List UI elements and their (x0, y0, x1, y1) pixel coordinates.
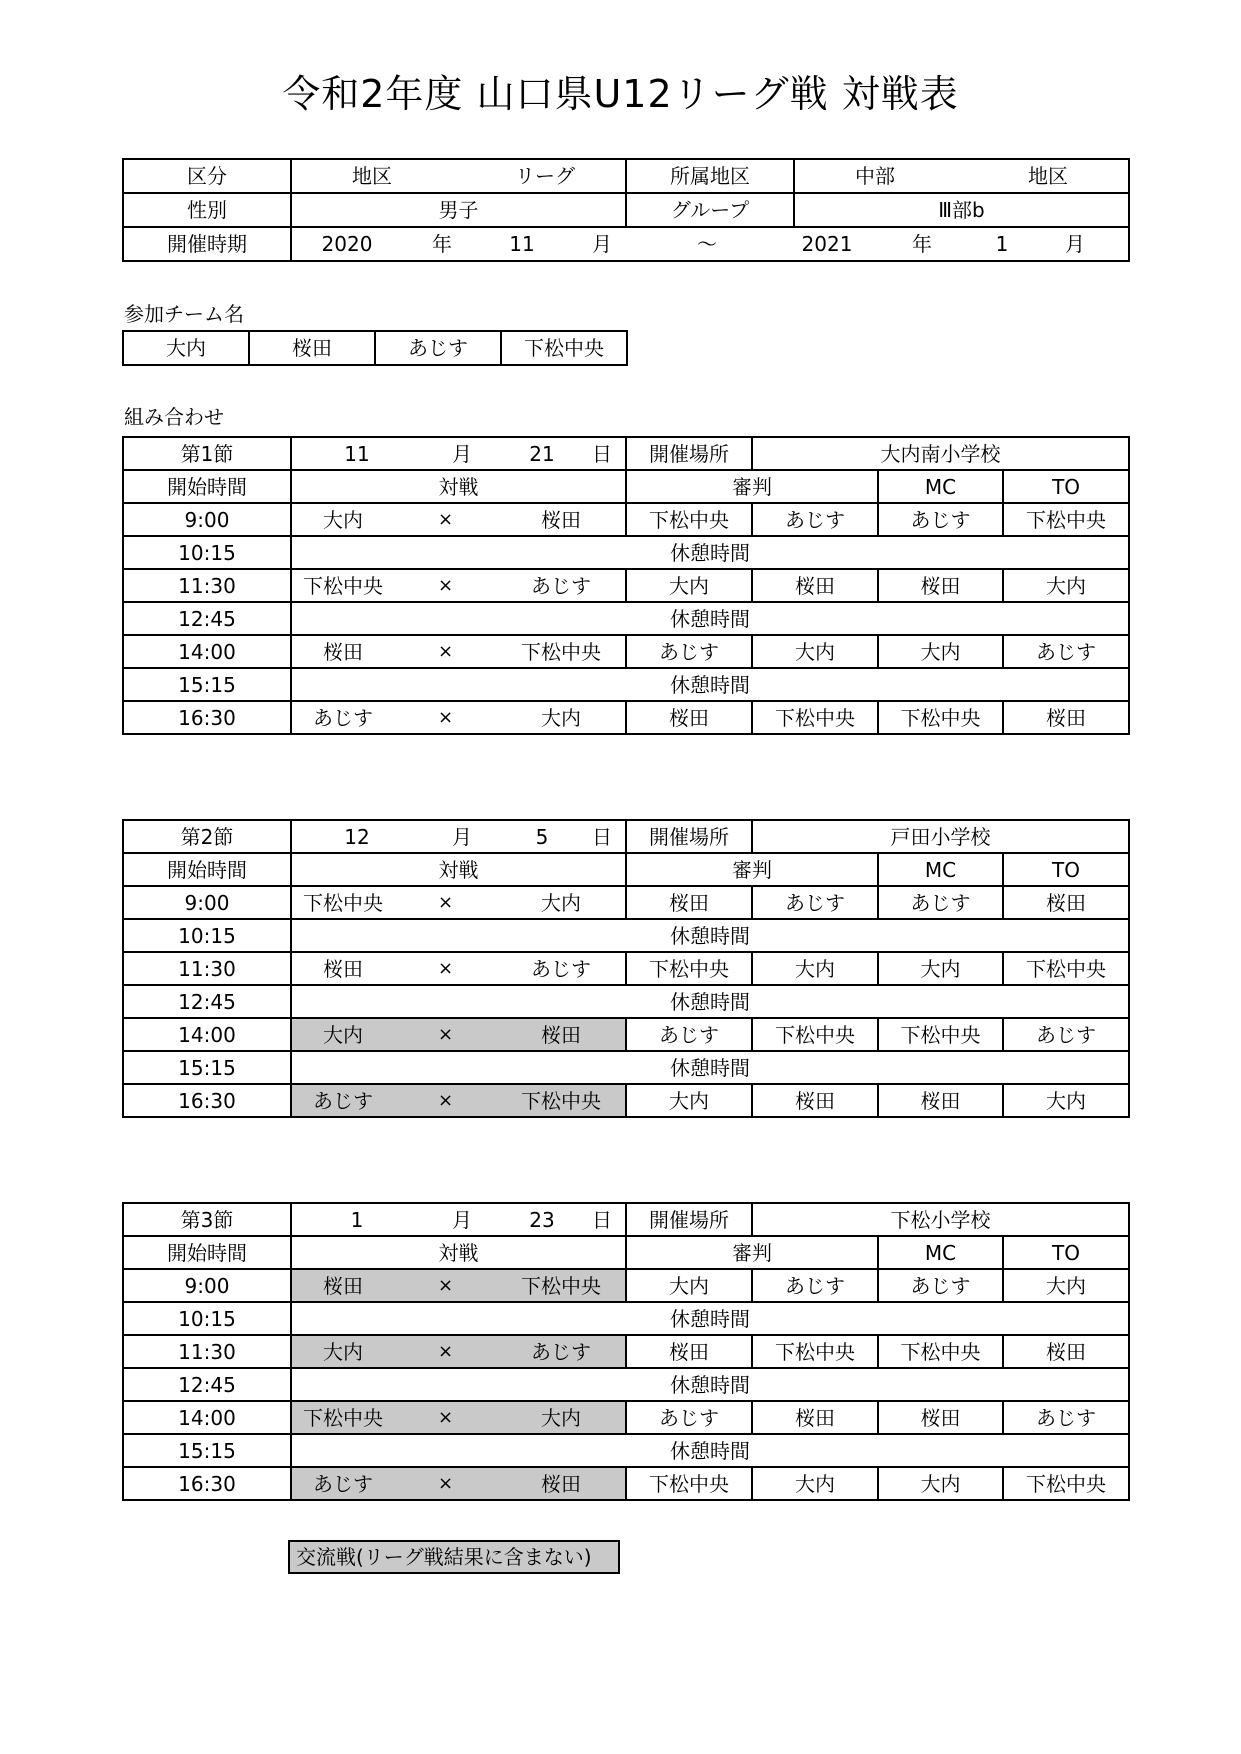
venue-label: 開催場所 (626, 820, 752, 853)
round-table (122, 819, 1130, 1118)
break-row (123, 1051, 1129, 1084)
affiliation-value: 中部 (855, 164, 895, 188)
referee-1: 下松中央 (626, 503, 752, 536)
venue-label: 開催場所 (626, 1203, 752, 1236)
home-team: 大内 (291, 1018, 394, 1051)
team-cell: 桜田 (249, 331, 375, 365)
break-time: 15:15 (123, 668, 291, 701)
home-team: 大内 (291, 503, 394, 536)
match-row (123, 952, 1129, 985)
break-label: 休憩時間 (291, 536, 1129, 569)
to-team: 桜田 (1003, 1335, 1129, 1368)
away-team: 桜田 (497, 1467, 626, 1500)
to-team: 下松中央 (1003, 952, 1129, 985)
to-header: TO (1003, 1236, 1129, 1269)
away-team: 下松中央 (497, 635, 626, 668)
round-date (291, 437, 626, 470)
vs-mark: × (394, 1084, 497, 1117)
vs-mark: × (394, 1269, 497, 1302)
referee-2: 下松中央 (752, 1018, 878, 1051)
mc-team: 大内 (878, 635, 1003, 668)
pairing-heading: 組み合わせ (124, 405, 224, 429)
referee-1: 下松中央 (626, 952, 752, 985)
referee-1: 大内 (626, 1269, 752, 1302)
referee-2: あじす (752, 1269, 878, 1302)
to-team: 下松中央 (1003, 1467, 1129, 1500)
break-time: 10:15 (123, 536, 291, 569)
time-header: 開始時間 (123, 853, 291, 886)
mc-header: MC (878, 470, 1003, 503)
period-value-cell (291, 227, 1129, 261)
match-time: 16:30 (123, 1467, 291, 1500)
round-month: 11 (344, 441, 370, 466)
break-time: 10:15 (123, 1302, 291, 1335)
vs-mark: × (394, 569, 497, 602)
referee-2: 桜田 (752, 1401, 878, 1434)
vs-mark: × (394, 1018, 497, 1051)
match-row (123, 503, 1129, 536)
time-header: 開始時間 (123, 1236, 291, 1269)
referee-1: 大内 (626, 569, 752, 602)
home-team: 桜田 (291, 1269, 394, 1302)
match-time: 9:00 (123, 886, 291, 919)
mc-team: あじす (878, 503, 1003, 536)
match-time: 16:30 (123, 1084, 291, 1117)
round-name: 第1節 (123, 437, 291, 470)
venue-value: 戸田小学校 (752, 820, 1129, 853)
to-team: 下松中央 (1003, 503, 1129, 536)
away-team: 下松中央 (497, 1084, 626, 1117)
break-row (123, 919, 1129, 952)
home-team: あじす (291, 1084, 394, 1117)
vs-mark: × (394, 503, 497, 536)
round-date (291, 1203, 626, 1236)
match-header: 対戦 (291, 853, 626, 886)
match-time: 11:30 (123, 952, 291, 985)
mc-team: 大内 (878, 1467, 1003, 1500)
district-text: 地区 (352, 164, 392, 188)
to-team: 大内 (1003, 569, 1129, 602)
away-team: 下松中央 (497, 1269, 626, 1302)
match-row (123, 1269, 1129, 1302)
round-table (122, 436, 1130, 735)
break-row (123, 1434, 1129, 1467)
round-name: 第2節 (123, 820, 291, 853)
referee-2: 大内 (752, 1467, 878, 1500)
start-year: 2020 (321, 232, 373, 256)
to-team: あじす (1003, 1018, 1129, 1051)
break-row (123, 668, 1129, 701)
info-table (122, 158, 1130, 262)
round-name: 第3節 (123, 1203, 291, 1236)
team-cell: 下松中央 (501, 331, 627, 365)
to-team: あじす (1003, 1401, 1129, 1434)
gender-label: 性別 (123, 193, 291, 227)
referee-1: あじす (626, 635, 752, 668)
break-row (123, 602, 1129, 635)
break-label: 休憩時間 (291, 668, 1129, 701)
match-time: 11:30 (123, 569, 291, 602)
match-time: 14:00 (123, 635, 291, 668)
match-time: 16:30 (123, 701, 291, 734)
venue-label: 開催場所 (626, 437, 752, 470)
break-label: 休憩時間 (291, 1051, 1129, 1084)
start-year-unit: 年 (432, 232, 452, 256)
round-day-unit: 日 (592, 824, 612, 849)
referee-header: 審判 (626, 853, 878, 886)
away-team: あじす (497, 952, 626, 985)
affiliation-label: 所属地区 (626, 159, 794, 193)
home-team: 下松中央 (291, 1401, 394, 1434)
away-team: あじす (497, 1335, 626, 1368)
round-month: 1 (350, 1207, 364, 1232)
to-header: TO (1003, 470, 1129, 503)
match-row (123, 1018, 1129, 1051)
match-row (123, 886, 1129, 919)
round-day: 21 (529, 441, 555, 466)
home-team: 下松中央 (291, 569, 394, 602)
break-time: 12:45 (123, 985, 291, 1018)
vs-mark: × (394, 635, 497, 668)
referee-1: 下松中央 (626, 1467, 752, 1500)
break-label: 休憩時間 (291, 602, 1129, 635)
away-team: あじす (497, 569, 626, 602)
home-team: 下松中央 (291, 886, 394, 919)
mc-team: 桜田 (878, 1401, 1003, 1434)
break-label: 休憩時間 (291, 1368, 1129, 1401)
round-month-unit: 月 (452, 824, 472, 849)
match-row (123, 635, 1129, 668)
group-value: Ⅲ部b (794, 193, 1129, 227)
referee-header: 審判 (626, 470, 878, 503)
round-1-container (122, 436, 1130, 735)
break-time: 12:45 (123, 602, 291, 635)
team-cell: 大内 (123, 331, 249, 365)
referee-1: 桜田 (626, 886, 752, 919)
group-label: グループ (626, 193, 794, 227)
end-year: 2021 (801, 232, 853, 256)
away-team: 大内 (497, 1401, 626, 1434)
time-header: 開始時間 (123, 470, 291, 503)
referee-2: 下松中央 (752, 1335, 878, 1368)
teams-table (122, 330, 628, 366)
end-year-unit: 年 (912, 232, 932, 256)
end-month: 1 (995, 232, 1009, 256)
mc-team: 下松中央 (878, 1018, 1003, 1051)
vs-mark: × (394, 701, 497, 734)
break-label: 休憩時間 (291, 1434, 1129, 1467)
venue-value: 下松小学校 (752, 1203, 1129, 1236)
page-title: 令和2年度 山口県U12リーグ戦 対戦表 (282, 72, 959, 116)
district-league-cell (291, 159, 626, 193)
period-tilde: ～ (697, 232, 717, 256)
category-label: 区分 (123, 159, 291, 193)
home-team: あじす (291, 1467, 394, 1500)
match-header: 対戦 (291, 470, 626, 503)
referee-1: あじす (626, 1401, 752, 1434)
referee-1: 桜田 (626, 1335, 752, 1368)
round-date (291, 820, 626, 853)
mc-team: 桜田 (878, 569, 1003, 602)
referee-header: 審判 (626, 1236, 878, 1269)
round-3-container (122, 1202, 1130, 1501)
exchange-match-legend: 交流戦(リーグ戦結果に含まない) (288, 1540, 620, 1574)
vs-mark: × (394, 1401, 497, 1434)
to-team: 大内 (1003, 1084, 1129, 1117)
referee-2: 桜田 (752, 1084, 878, 1117)
referee-1: 桜田 (626, 701, 752, 734)
home-team: 大内 (291, 1335, 394, 1368)
match-time: 14:00 (123, 1401, 291, 1434)
start-month-unit: 月 (592, 232, 612, 256)
break-label: 休憩時間 (291, 919, 1129, 952)
round-2-container (122, 819, 1130, 1118)
break-row (123, 1302, 1129, 1335)
round-day-unit: 日 (592, 1207, 612, 1232)
venue-value: 大内南小学校 (752, 437, 1129, 470)
break-row (123, 985, 1129, 1018)
team-cell: あじす (375, 331, 501, 365)
match-time: 11:30 (123, 1335, 291, 1368)
mc-team: あじす (878, 886, 1003, 919)
match-time: 9:00 (123, 1269, 291, 1302)
affiliation-suffix: 地区 (1028, 164, 1068, 188)
away-team: 桜田 (497, 503, 626, 536)
to-team: 大内 (1003, 1269, 1129, 1302)
affiliation-value-cell (794, 159, 1129, 193)
away-team: 大内 (497, 701, 626, 734)
round-month-unit: 月 (452, 1207, 472, 1232)
period-label: 開催時期 (123, 227, 291, 261)
end-month-unit: 月 (1065, 232, 1085, 256)
match-row (123, 1335, 1129, 1368)
away-team: 桜田 (497, 1018, 626, 1051)
round-day: 23 (529, 1207, 555, 1232)
match-time: 14:00 (123, 1018, 291, 1051)
mc-team: あじす (878, 1269, 1003, 1302)
mc-team: 桜田 (878, 1084, 1003, 1117)
mc-header: MC (878, 853, 1003, 886)
mc-team: 下松中央 (878, 1335, 1003, 1368)
home-team: あじす (291, 701, 394, 734)
referee-1: 大内 (626, 1084, 752, 1117)
match-row (123, 569, 1129, 602)
referee-2: 桜田 (752, 569, 878, 602)
break-time: 12:45 (123, 1368, 291, 1401)
round-table (122, 1202, 1130, 1501)
break-time: 10:15 (123, 919, 291, 952)
teams-heading: 参加チーム名 (124, 302, 244, 326)
match-row (123, 701, 1129, 734)
match-row (123, 1084, 1129, 1117)
home-team: 桜田 (291, 952, 394, 985)
league-text: リーグ (515, 164, 575, 188)
match-row (123, 1401, 1129, 1434)
referee-2: 下松中央 (752, 701, 878, 734)
referee-2: 大内 (752, 952, 878, 985)
referee-2: 大内 (752, 635, 878, 668)
break-label: 休憩時間 (291, 985, 1129, 1018)
start-month: 11 (509, 232, 535, 256)
referee-2: あじす (752, 886, 878, 919)
to-team: あじす (1003, 635, 1129, 668)
break-time: 15:15 (123, 1434, 291, 1467)
break-time: 15:15 (123, 1051, 291, 1084)
round-month-unit: 月 (452, 441, 472, 466)
mc-team: 下松中央 (878, 701, 1003, 734)
vs-mark: × (394, 952, 497, 985)
mc-team: 大内 (878, 952, 1003, 985)
break-row (123, 536, 1129, 569)
vs-mark: × (394, 1467, 497, 1500)
to-team: 桜田 (1003, 701, 1129, 734)
to-header: TO (1003, 853, 1129, 886)
away-team: 大内 (497, 886, 626, 919)
referee-2: あじす (752, 503, 878, 536)
match-row (123, 1467, 1129, 1500)
round-day-unit: 日 (592, 441, 612, 466)
break-label: 休憩時間 (291, 1302, 1129, 1335)
round-day: 5 (535, 824, 549, 849)
vs-mark: × (394, 886, 497, 919)
vs-mark: × (394, 1335, 497, 1368)
referee-1: あじす (626, 1018, 752, 1051)
round-month: 12 (344, 824, 370, 849)
break-row (123, 1368, 1129, 1401)
mc-header: MC (878, 1236, 1003, 1269)
match-header: 対戦 (291, 1236, 626, 1269)
to-team: 桜田 (1003, 886, 1129, 919)
home-team: 桜田 (291, 635, 394, 668)
gender-value: 男子 (291, 193, 626, 227)
match-time: 9:00 (123, 503, 291, 536)
